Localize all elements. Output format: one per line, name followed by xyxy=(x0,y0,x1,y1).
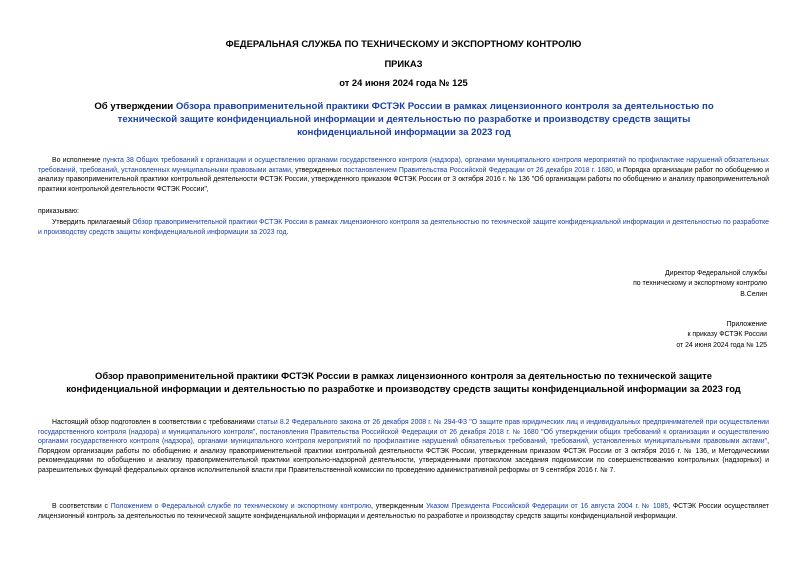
link-presidential-decree-1085[interactable]: Указом Президента Российской Федерации от 16 августа 2004 г. № 1085 xyxy=(426,503,669,510)
doc-date-number: от 24 июня 2024 года № 125 xyxy=(339,77,468,88)
approve-text-b: . xyxy=(286,228,289,236)
link-federal-law-294[interactable]: статьи 8.2 Федерального закона от 26 декабря 2008 г. № 294-ФЗ "О защите прав юридических лиц и индивидуальных предпринимателей при осуществлении государственного контроля (надзора) и муниципального контроля" xyxy=(38,419,769,436)
preamble-text-a: Во исполнение xyxy=(52,157,103,164)
review-p2-text-b: , утвержденным xyxy=(371,503,427,510)
preamble-text-b: , утвержденных xyxy=(291,166,344,174)
appendix-line-2: к приказу ФСТЭК России xyxy=(687,331,767,339)
link-government-decree-1680-review[interactable]: постановления Правительства Российской Федерации от 26 декабря 2018 г. № 1680 "Об утверждении общих требований к организации и осуществлению органами государственного контроля (надзора), органами муниципального контроля мероприятий по профилактике нарушений обязательных требований, требований, установленных муниципальными правовыми актами" xyxy=(38,428,769,446)
order-word: приказываю: xyxy=(38,208,79,215)
review-paragraph-2 xyxy=(38,502,769,521)
preamble-text-c: , и Порядка организации работ по обобщению и анализу правоприменительной практики контрольной деятельности ФСТЭК России, утвержденного приказом ФСТЭК России от 3 октября 2016 г. № 136 "Об организации работы по обобщению и анализу правоприменительной практики контрольной деятельности ФСТЭК России", xyxy=(38,166,769,193)
title-prefix: Об утверждении xyxy=(94,101,176,112)
title-link[interactable]: Обзора правоприменительной практики ФСТЭК России в рамках лицензионного контроля за деятельностью по технической защите конфиденциальной информации и деятельностью по разработке и производству средств защиты конфиденциальной информации за 2023 год xyxy=(117,101,714,138)
appendix-block xyxy=(447,320,767,351)
review-p2-text-c: , ФСТЭК России осуществляет лицензионный контроль за деятельностью по технической защите конфиденциальной информации и деятельностью по разработке и производству средств защиты конфиденциальной информации. xyxy=(38,503,769,520)
link-fstec-regulation[interactable]: Положением о Федеральной службе по техническому и экспортному контролю xyxy=(110,503,372,510)
review-title: Обзор правоприменительной практики ФСТЭК России в рамках лицензионного контроля за деятельностью по технической защите конфиденциальной информации и деятельностью по разработке и производству средств защиты конфиденциальной информации за 2023 год xyxy=(66,370,741,394)
signature-block xyxy=(447,269,767,300)
approve-text-a: Утвердить прилагаемый xyxy=(52,219,133,226)
signature-line-1: Директор Федеральной службы xyxy=(665,270,767,277)
agency-name: ФЕДЕРАЛЬНАЯ СЛУЖБА ПО ТЕХНИЧЕСКОМУ И ЭКСПОРТНОМУ КОНТРОЛЮ xyxy=(225,38,582,49)
signature-line-2: по техническому и экспортному контролю xyxy=(633,280,767,288)
link-general-requirements[interactable]: пункта 38 Общих требований к организации и осуществлению органами государственного контроля (надзора), органами муниципального контроля мероприятий по профилактике нарушений обязательных требований, требований, установленных муниципальными правовыми актами xyxy=(38,157,769,174)
approve-paragraph xyxy=(38,218,769,237)
signature-line-3: В.Селин xyxy=(740,290,767,298)
doc-type: ПРИКАЗ xyxy=(384,58,423,69)
review-p2-text-a: В соответствии с xyxy=(52,503,111,510)
review-p1-text-c: , Порядком организации работы по обобщению и анализу правоприменительной практики контрольной деятельности ФСТЭК России, утвержденным приказом ФСТЭК России от 3 октября 2016 г. № 136, и Методическими рекомендациями по обобщению и анализу правоприменительной практики контрольно-надзорной деятельности, утвержденными протоколом заседания подкомиссии по совершенствованию контрольных (надзорных) и разрешительных функций федеральных органов исполнительной власти при Правительственной комиссии по проведению административной реформы от 9 сентября 2016 г. № 7. xyxy=(38,438,769,474)
order-title xyxy=(72,100,736,139)
appendix-line-3: от 24 июня 2024 года № 125 xyxy=(676,341,767,349)
review-p1-text-a: Настоящий обзор подготовлен в соответствии с требованиями xyxy=(52,419,257,426)
review-p1-text-b: , xyxy=(255,428,260,436)
link-review[interactable]: Обзор правоприменительной практики ФСТЭК России в рамках лицензионного контроля за деятельностью по технической защите конфиденциальной информации и деятельностью по разработке и производству средств защиты конфиденциальной информации за 2023 год xyxy=(38,219,769,236)
preamble-paragraph xyxy=(38,156,769,194)
appendix-line-1: Приложение xyxy=(726,321,767,328)
review-paragraph-1 xyxy=(38,418,769,476)
link-government-decree-1680[interactable]: постановлением Правительства Российской Федерации от 26 декабря 2018 г. 1680 xyxy=(343,166,613,174)
